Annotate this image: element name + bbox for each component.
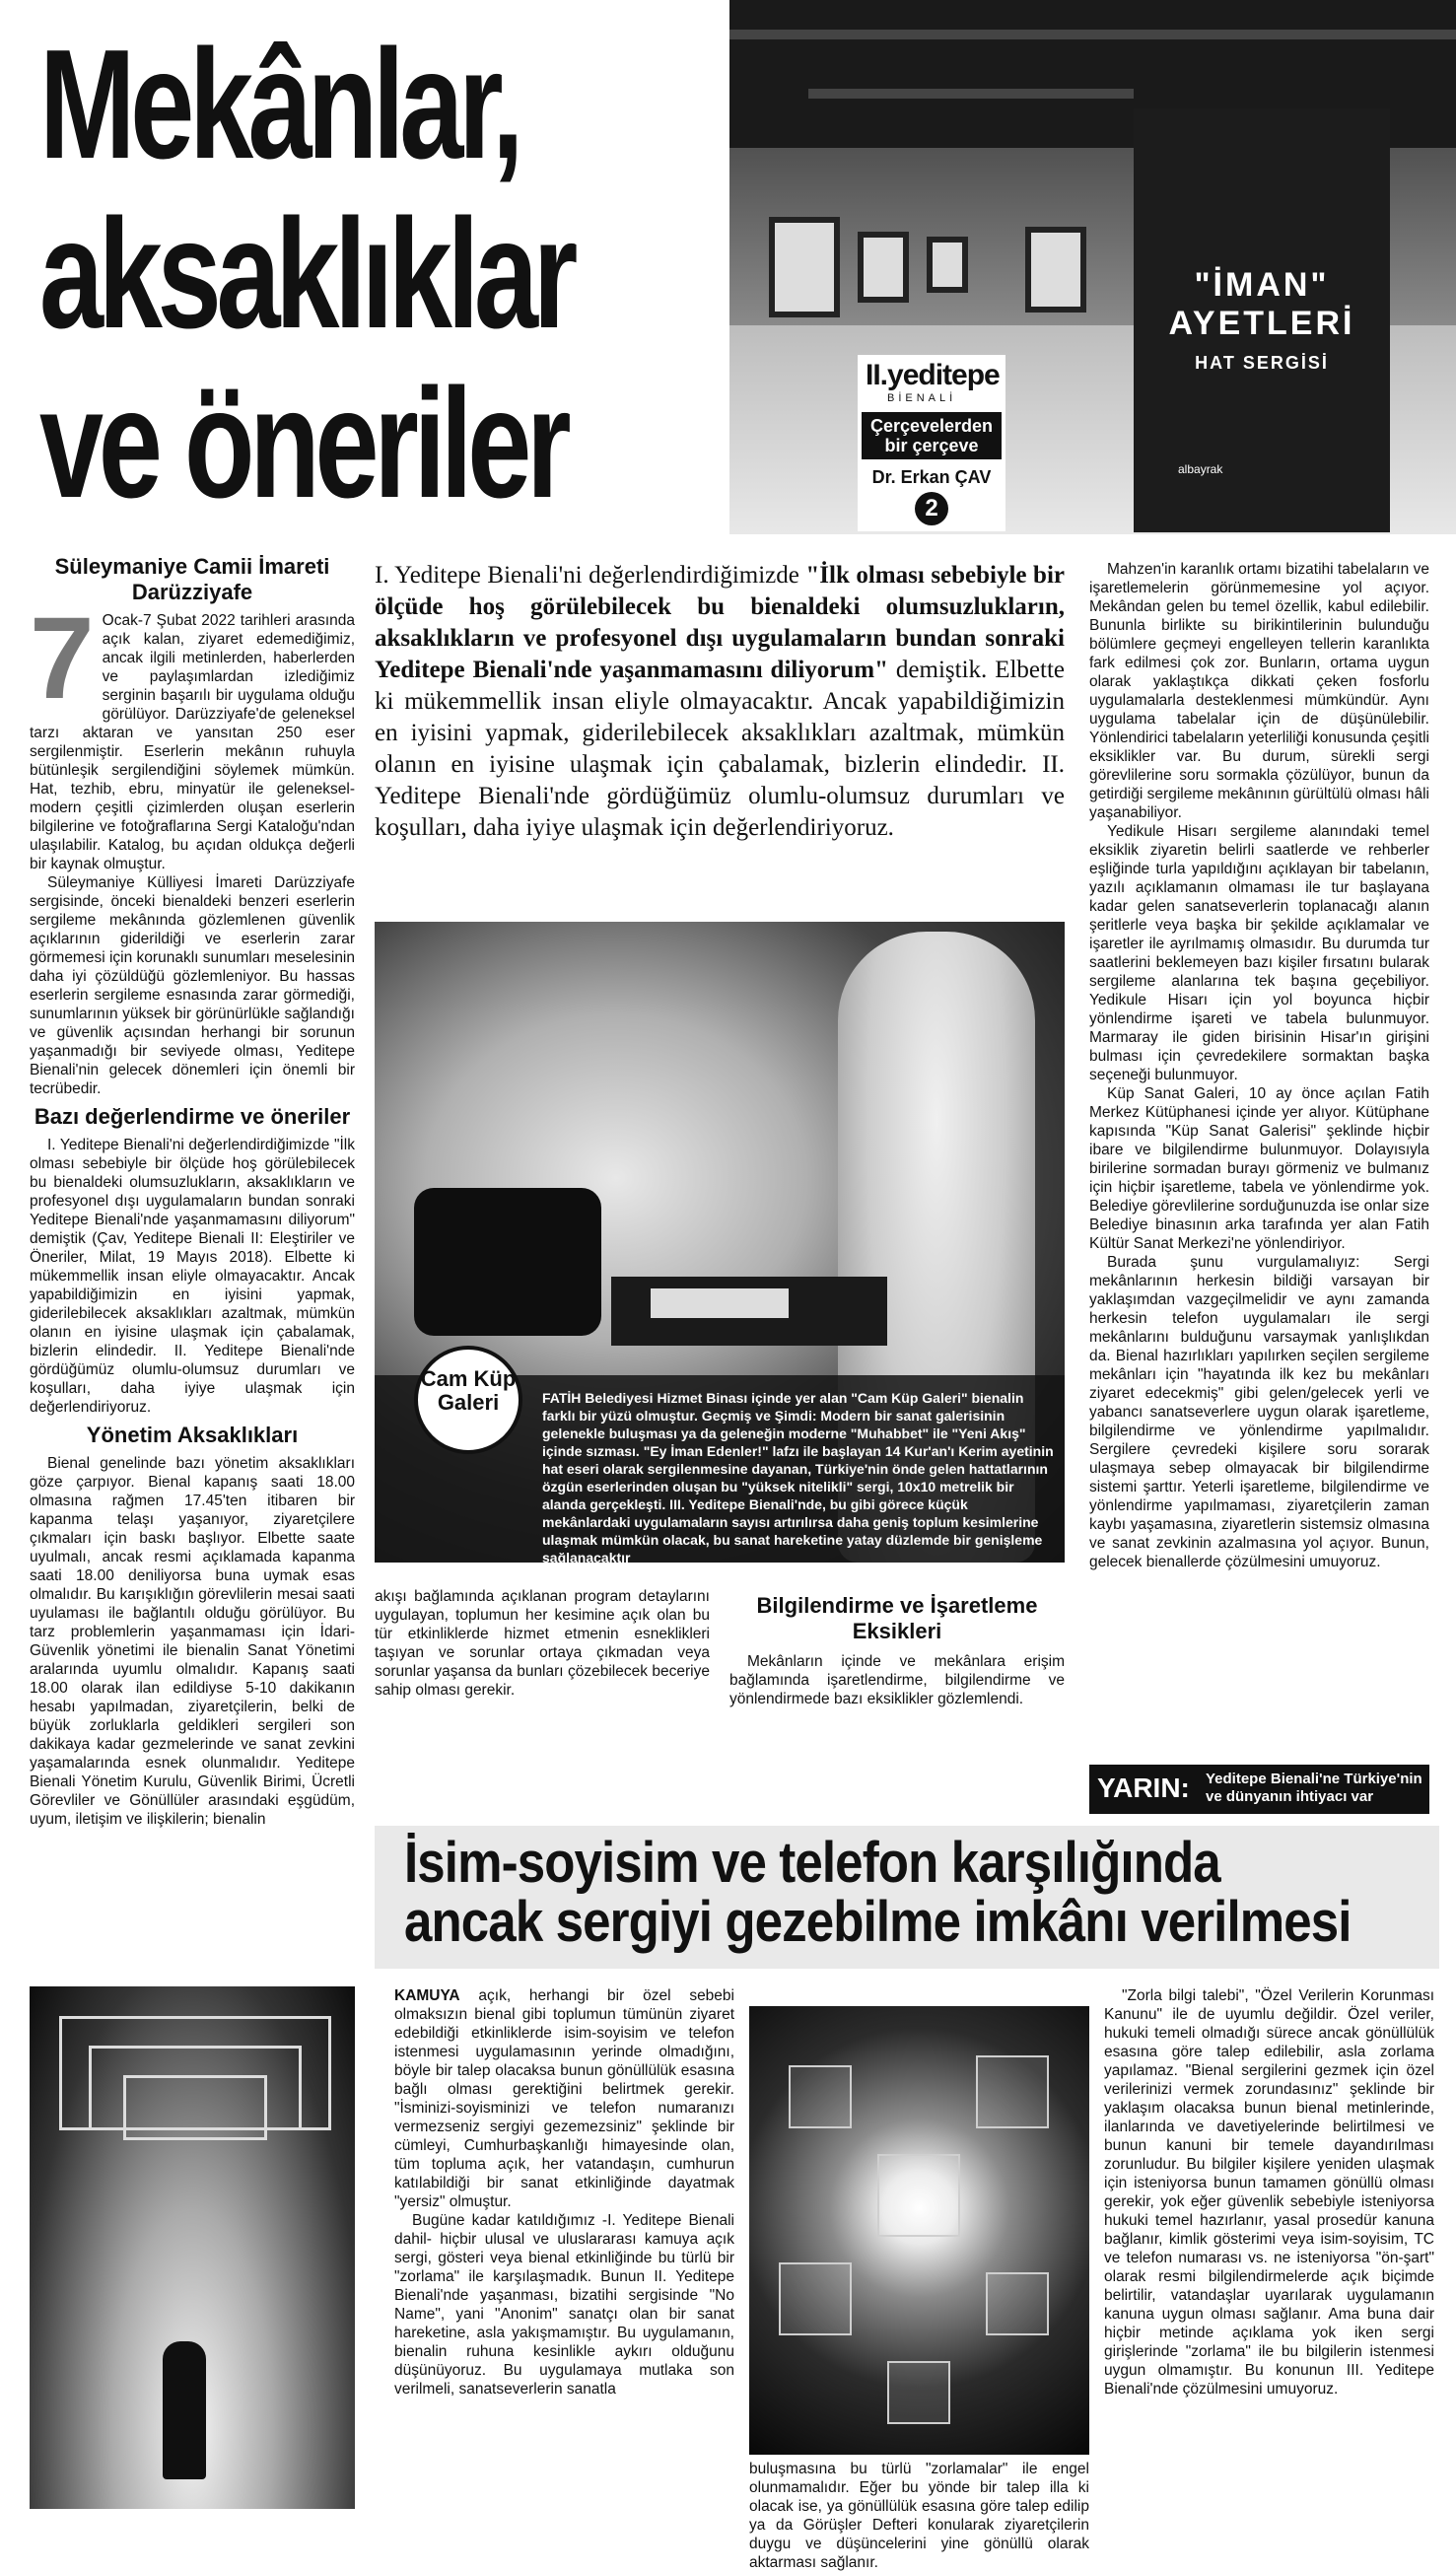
hero-photo xyxy=(729,0,1456,534)
tomorrow-label: YARIN: xyxy=(1097,1773,1190,1803)
hanging-square xyxy=(887,2361,950,2424)
bottom-column-2 xyxy=(749,2460,1089,2572)
hanging-square xyxy=(789,2065,852,2128)
bottom-paragraph-1 xyxy=(394,1986,734,2211)
glass-cube-photo xyxy=(749,2006,1089,2455)
left-heading-3: Yönetim Aksaklıkları xyxy=(86,1423,299,1447)
panel-title-line-2: AYETLERİ xyxy=(1168,305,1355,342)
middle-paragraph-2: Mekânların içinde ve mekânlara erişim bağlamında işaretlendirme, bilgilendirme ve yönlendirmede bazı eksiklikler gözlemlendi. xyxy=(729,1653,1065,1707)
middle-column xyxy=(375,1587,710,1700)
series-title: Çerçevelerden bir çerçeve xyxy=(862,412,1002,459)
left-paragraph-2: Süleymaniye Külliyesi İmareti Darüzziyafe sergisinde, önceki bienaldeki benzeri eserlerin sergileme mekânında gözlemlenen güvenlik açıklarının giderildiği ve eserlerin zarar görmemesi için korunaklı sunumları meselesinin daha iyi çözüldüğü gözlemleniyor. Bu hassas eserlerin sergileme esnasında zarar görmediği, sunumlarının yüksek bir görünürlükle sağlandığı ve güvenlik açısından herhangi bir sorunun yaşanmadığı bir seviyede olması, Yeditepe Bienali'nin gelecek dönemleri için önemli bir tecrübedir. xyxy=(30,874,355,1097)
bottom-column-1 xyxy=(394,1986,734,2398)
hanging-square xyxy=(976,2055,1049,2128)
headline-line-1: Mekânlar, xyxy=(39,18,520,191)
left-paragraph-4: Bienal genelinde bazı yönetim aksaklıkları göze çarpıyor. Bienal kapanış saati 18.00 olmasına rağmen 17.45'ten itibaren bir kapanma telaşı yaşanıyor, ziyaretçilere çıkmaları için baskı başlıyor. Elbette saate uyulmalı, ancak resmi açıklamada kapanma saati 18.00 deniliyorsa buna uymak esas olmalıdır. Bu karışıklığın görevlilerin mesai saati uyulaması ile bağlantılı olduğu görülüyor. Bu tarz problemlerin yaşanmaması için İdari-Güvenlik yönetimi ile bienalin Sanat Yönetimi aralarında uyumlu olmalıdır. Kapanış saati 18.00 olarak ilan edildiyse 5-10 dakikanın hesabı yapılmadan, ziyaretçilerin, belki de büyük zorluklarla geldikleri sergileri son dakikaya kadar gezmelerinde ve sanat zevkini yaşamalarında esnek olunmalıdır. Yeditepe Bienali Yönetim Kurulu, Güvenlik Birimi, Ücretli Görevliler ve Gönüllüler arasındaki eşgüdüm, uyum, iletişim ve ilişkilerin; bienalin xyxy=(30,1455,355,1828)
tomorrow-box xyxy=(1089,1765,1429,1814)
headline-line-2: aksaklıklar xyxy=(39,187,574,361)
bottom-paragraph-3: buluşmasına bu türlü "zorlamalar" ile engel olunmamalıdır. Eğer bu yönde bir talep illa ki olacak ise, ya gönüllülük esasına göre talep edilip ya da Görüşler Defteri konularak ziyaretçilerin duygu ve düşüncelerini yine gönüllü olarak aktarması sağlanır. xyxy=(749,2461,1089,2571)
dropcap: 7 xyxy=(30,593,95,724)
headline-line-3: ve öneriler xyxy=(39,357,567,530)
right-paragraph-4: Burada şunu vurgulamalıyız: Sergi mekânlarının herkesin bildiği varsayan bir yaklaşımdan vazgeçilmelidir ve aynı zamanda herkesin telefon uygulamaları ile sergi mekânlarını bulduğunu varsaymak yanlışlıkdan da. Bienal hazırlıkları yapılırken seçilen sergileme mekânları için "hayatında ilk kez bu mekânları ziyaret edecekmiş" gibi gelen/gelecek yerli ve yabancı sanatseverlere uygun olarak işaretleme, bilgilendirme ve yönlendirme yapılmalıdır. Sergilere çevredeki kişilere soru sorarak ulaşmaya sebep olmayacak bir bilgilendirme sistemi şarttır. Yeterli işaretleme, bilgilendirme ve yönlendirme yapılmaması, ziyaretçilerin zaman kaybı yaşamasına, ziyaretlerin sistemsiz olmasına ve sanat zevkinin azalmasına yol açıyor. Bunun, gelecek bienallerde çözülmesini umuyoruz. xyxy=(1089,1254,1429,1570)
hanging-square xyxy=(877,2154,960,2237)
section-headline-band xyxy=(375,1826,1439,1969)
intro-rest: demiştik. Elbette ki mükemmellik insan eliyle olmayacaktır. Ancak yapabildiğimizin en iyisini yapmak, giderilebilecek aksaklıkları azaltmak, mümkün olanın en iyisine ulaşmak için çabalamak, bizlerin elindedir. II. Yeditepe Bienali'nde gördüğümüz olumlu-olumsuz durumları ve koşulları, daha iyiye ulaşmak için değerlendiriyoruz. xyxy=(375,657,1065,841)
left-paragraph-3: I. Yeditepe Bienali'ni değerlendirdiğimizde "İlk olması sebebiyle bir ölçüde hoş görülebilecek bu bienaldeki olumsuzlukların, aksaklıkların ve profesyonel dışı uygulamaların bundan sonraki Yeditepe Bienali'nde yaşanmamasını diliyorum" demiştik (Çav, Yeditepe Bienali II: Eleştiriler ve Öneriler, Milat, 19 Mayıs 2018). Elbette ki mükemmellik insan eliyle olmayacaktır. Ancak yapabildiğimizin en iyisini yapmak, giderilebilecek aksaklıkları azaltmak, mümkün olanın en iyisine ulaşmak için çabalamak, bizlerin elindedir. II. Yeditepe Bienali'nde gördüğümüz olumlu-olumsuz durumları ve koşulları, daha iyiye ulaşmak için değerlendiriyoruz. xyxy=(30,1137,355,1416)
left-heading-1: Süleymaniye Camii İmareti Darüzziyafe xyxy=(54,554,330,604)
hero-artwork-frame xyxy=(858,232,909,303)
author-name: Dr. Erkan ÇAV xyxy=(871,467,992,487)
bottom-paragraph-4: "Zorla bilgi talebi", "Özel Verilerin Korunması Kanunu" ile de uyumlu değildir. Özel veriler, hukuki temeli olmadığı sürece ancak gönüllülük esasına göre talep edilebilir, asla zorlama yapılamaz. "Bienal sergilerini gezmek için özel verilerinizi vermek zorundasınız" şeklinde bir yaklaşım olacaksa bunun bienal metinlerinde, ilanlarında ve davetiyelerinde belirtilmesi ve bunun kanuni bir temele dayandırılması zorunludur. Bu bilgiler kişilere yeniden ulaşmak için isteniyorsa bunun tamamen gönüllü olması gerekir, yok eğer güvenlik sebebiyle isteniyorsa hukuki temel hazırlanır, yasal prosedür kanuna bağlanır, kimlik gösterimi veya isim-soyisim, TC ve telefon numarası vs. ne isteniyorsa "ön-şart" olarak resmi bilgilendirmelerde açık biçimde belirtilir, vatandaşlar uyarılarak uygulamanın kanuna uygun olması sağlanır. Ama buna dair hiçbir metinde açıklama yok iken sergi girişlerinde "zorlama" ile bu bilgilerin istenmesi uygun olmamıştır. Bu konunun III. Yeditepe Bienali'nde çözülmesini umuyoruz. xyxy=(1104,1987,1434,2398)
panel-subtitle: HAT SERGİSİ xyxy=(1195,353,1329,373)
bottom-paragraph-1-text: açık, herhangi bir özel sebebi olmaksızın bienal gibi toplumun tümünün ziyaret edebildiği etkinliklerde isim-soyisim ve telefon istenmesi uygulamasının yerinde olmadığını, böyle bir talep olacaksa bunun gönüllülük esasına bağlı olması gerektiğini belirtmek gerekir. "İsminizi-soyisminizi ve telefon numaranızı vermezseniz sergiyi gezemezsiniz" şeklinde bir cümleyi, Cumhurbaşkanlığı himayesinde olan, tüm topluma açık, her vatandaşın, cumhurun katılabildiği bir sanat etkinliğinde dayatmak "yersiz" olmuştur. xyxy=(394,1987,734,2210)
hero-artwork-frame xyxy=(1025,227,1086,313)
series-badge xyxy=(858,355,1005,531)
bienal-logo: II.yeditepe xyxy=(866,359,1000,391)
tomorrow-text: Yeditepe Bienali'ne Türkiye'nin ve dünyanın ihtiyacı var xyxy=(1206,1771,1422,1805)
panel-logo: albayrak xyxy=(1178,462,1223,476)
left-column xyxy=(30,554,355,1829)
hero-artwork-frame xyxy=(769,217,840,317)
panel-title-line-1: "İMAN" xyxy=(1194,266,1330,304)
installation-photo xyxy=(30,1986,355,2509)
hanging-square xyxy=(986,2272,1049,2335)
right-paragraph-1: Mahzen'in karanlık ortamı bizatihi tabelaların ve işaretlemelerin görünmemesine yol açıyor. Mekândan gelen bu temel özellik, kabul edilebilir. Bununla birlikte su birikintilerinin bulunduğu bölümlere geçmeyi engelleyen tellerin karanlıkta fark edilmesi çok zor. Bunların, ortama uygun olarak yaklaştıkça dikkati çeken fosforlu uygulamalarla desteklenmesi mümkündür. Aynı uygulama tabelalar için de düşünülebilir. Yönlendirici tabelaların yeterliliği konusunda çeşitli eksiklikler var. Bu durum, sürekli sergi görevlilerine soru sormakla çözülüyor, bunun da getirdiği sergileme mekânının gürültülü olması hâli yaşanabiliyor. xyxy=(1089,561,1429,821)
left-paragraph-1: Ocak-7 Şubat 2022 tarihleri arasında açık kalan, ziyaret edemediğimiz, ancak ilgili metinlerden, haberlerden ve paylaşımlardan izlediğimiz serginin başarılı bir uygulama olduğu görülüyor. Darüzziyafe'de geleneksel tarzı aktaran ve yansıtan 250 eser sergilenmiştir. Eserlerin mekânın ruhuyla bütünleşik sergilendiğini söylemek mümkün. Hat, tezhib, ebru, minyatür ile geleneksel-modern çeşitli çizimlerden oluşan eserlerin bilgilerine ve fotoğraflarına Sergi Kataloğu'ndan ulaşılabilir. Katalog, bu açıdan oldukça değerli bir kaynak olmuştur. xyxy=(30,612,355,872)
kamuya-lead: KAMUYA xyxy=(394,1987,460,2004)
middle-heading: Bilgilendirme ve İşaretleme Eksikleri xyxy=(756,1593,1038,1643)
intro-paragraph xyxy=(375,560,1065,844)
middle-right-column xyxy=(729,1587,1065,1708)
intro-quote: "İlk olması sebebiyle bir ölçüde hoş görülebilecek bu bienaldeki olumsuzlukların, aksaklıkların ve profesyonel dışı uygulamaların bundan sonraki Yeditepe Bienali'nde yaşanmamasını diliyorum" xyxy=(375,562,1065,683)
bottom-column-3 xyxy=(1104,1986,1434,2398)
open-book xyxy=(651,1288,789,1318)
section-headline-line-2: ancak sergiyi gezebilme imkânı verilmesi xyxy=(404,1890,1352,1954)
hanging-square xyxy=(779,2262,852,2335)
bienal-logo-sub: BİENALİ xyxy=(887,392,957,404)
section-headline-line-1: İsim-soyisim ve telefon karşılığında xyxy=(404,1831,1220,1895)
photo-caption xyxy=(375,1366,1065,1565)
right-column xyxy=(1089,560,1429,1571)
right-paragraph-3: Küp Sanat Galeri, 10 ay önce açılan Fatih Merkez Kütüphanesi içinde yer alıyor. Kütüphane kapısında "Küp Sanat Galerisi" şeklinde hiçbir ibare ve bilgilendirme bulunmuyor. Dolayısıyla birilerine sormadan burayı görmeniz ve bulmanız için hiçbir işaretleme, tabela ve yönlendirme yok. Belediye görevlilerine sorduğunuzda ise onlar size Belediye binasının arka tarafında yer alan Fatih Kültür Sanat Merkezi'ne yönlendiriyor. xyxy=(1089,1085,1429,1252)
cam-kup-badge: Cam Küp Galeri xyxy=(414,1346,522,1454)
bottom-paragraph-2: Bugüne kadar katıldığımız -I. Yeditepe Bienali dahil- hiçbir ulusal ve uluslararası kamuya açık sergi, gösteri veya bienal etkinliğinde bu türlü bir "zorlama" ile karşılaşmadık. Bunun II. Yeditepe Bienali'nde yaşanması, bizatihi sergisinde "No Name", yani "Anonim" sanatçı olan bir sanat hareketine, asla yakışmamıştır. Bu uygulamanın, bienalin ruhuna kesinlikle aykırı olduğunu düşünüyoruz. Bu uygulamaya mutlaka son verilmeli, sanatseverlerin sanatla xyxy=(394,2212,734,2398)
section-headline xyxy=(404,1831,1352,1954)
headline xyxy=(39,18,574,530)
hero-artwork-frame xyxy=(927,237,968,293)
right-paragraph-2: Yedikule Hisarı sergileme alanındaki temel eksiklik ziyaretin belirli saatlerde ve rehberler eşliğinde turla yapıldığını açıklayan bir tabelanın, yazılı açıklamanın olmaması ile tur başlayana kadar gelen sanatseverlerin toplanacağı alanın şeritlerle veya başka bir şekilde açıklamalar ve işaretler ile ayrılmamış olmasıdır. Bu durumda tur saatlerini beklemeyen bazı kişiler fırsatını bularak sergileme alanlarına tek başına geçebiliyor. Yedikule Hisarı için yol boyunca hiçbir yönlendirme işareti ve tabela bulunmuyor. Marmaray ile giden birisinin Hisar'ın girişini bulması için çevredekilere sormaktan başka seçeneği bulunmuyor. xyxy=(1089,823,1429,1083)
hero-exhibition-panel xyxy=(1134,108,1390,532)
left-heading-2: Bazı değerlendirme ve öneriler xyxy=(34,1104,351,1129)
middle-paragraph-1: akışı bağlamında açıklanan program detaylarını uygulayan, toplumun her kesimine açık olan bu tür etkinliklerde hizmet etmenin esneklikleri taşıyan ve sorunlar ortaya çıkmadan veya sorunlar yaşansa da bunları çözebilecek beceriye sahip olması gerekir. xyxy=(375,1588,710,1699)
part-number: 2 xyxy=(915,492,948,525)
suspended-frame xyxy=(123,2075,267,2140)
camera-equipment xyxy=(414,1188,601,1336)
hero-pipe xyxy=(808,89,1134,99)
caption-text: FATİH Belediyesi Hizmet Binası içinde yer alan "Cam Küp Galeri" bienalin farklı bir yüzü olmuştur. Geçmiş ve Şimdi: Modern bir sanat galerisinin gelenekle buluşması ya da geleneğin moderne "Muhabbet" ile "Yeni Akış" içinde sızması. "Ey İman Edenler!" lafzı ile başlayan 14 Kur'an'ı Kerim ayetinin hat eseri olarak sergilenmesine dayanan, Türkiye'nin önde gelen hattatlarının özgün eserlerinden oluşan bu "yüksek nitelikli" sergi, 10x10 metrelik bir alanda gerçekleşti. III. Yeditepe Bienali'nde, bu gibi görece küçük mekânlardaki uygulamaların sayısı artırılırsa daha geniş toplum kesimlerine ulaşmak mümkün olacak, bu sanat hareketine yatay düzlemde bir genişleme sağlanacaktır xyxy=(542,1390,1054,1565)
hero-pipe xyxy=(729,30,1456,39)
standing-man-figure xyxy=(163,2341,206,2479)
intro-lead: I. Yeditepe Bienali'ni değerlendirdiğimizde xyxy=(375,562,799,589)
